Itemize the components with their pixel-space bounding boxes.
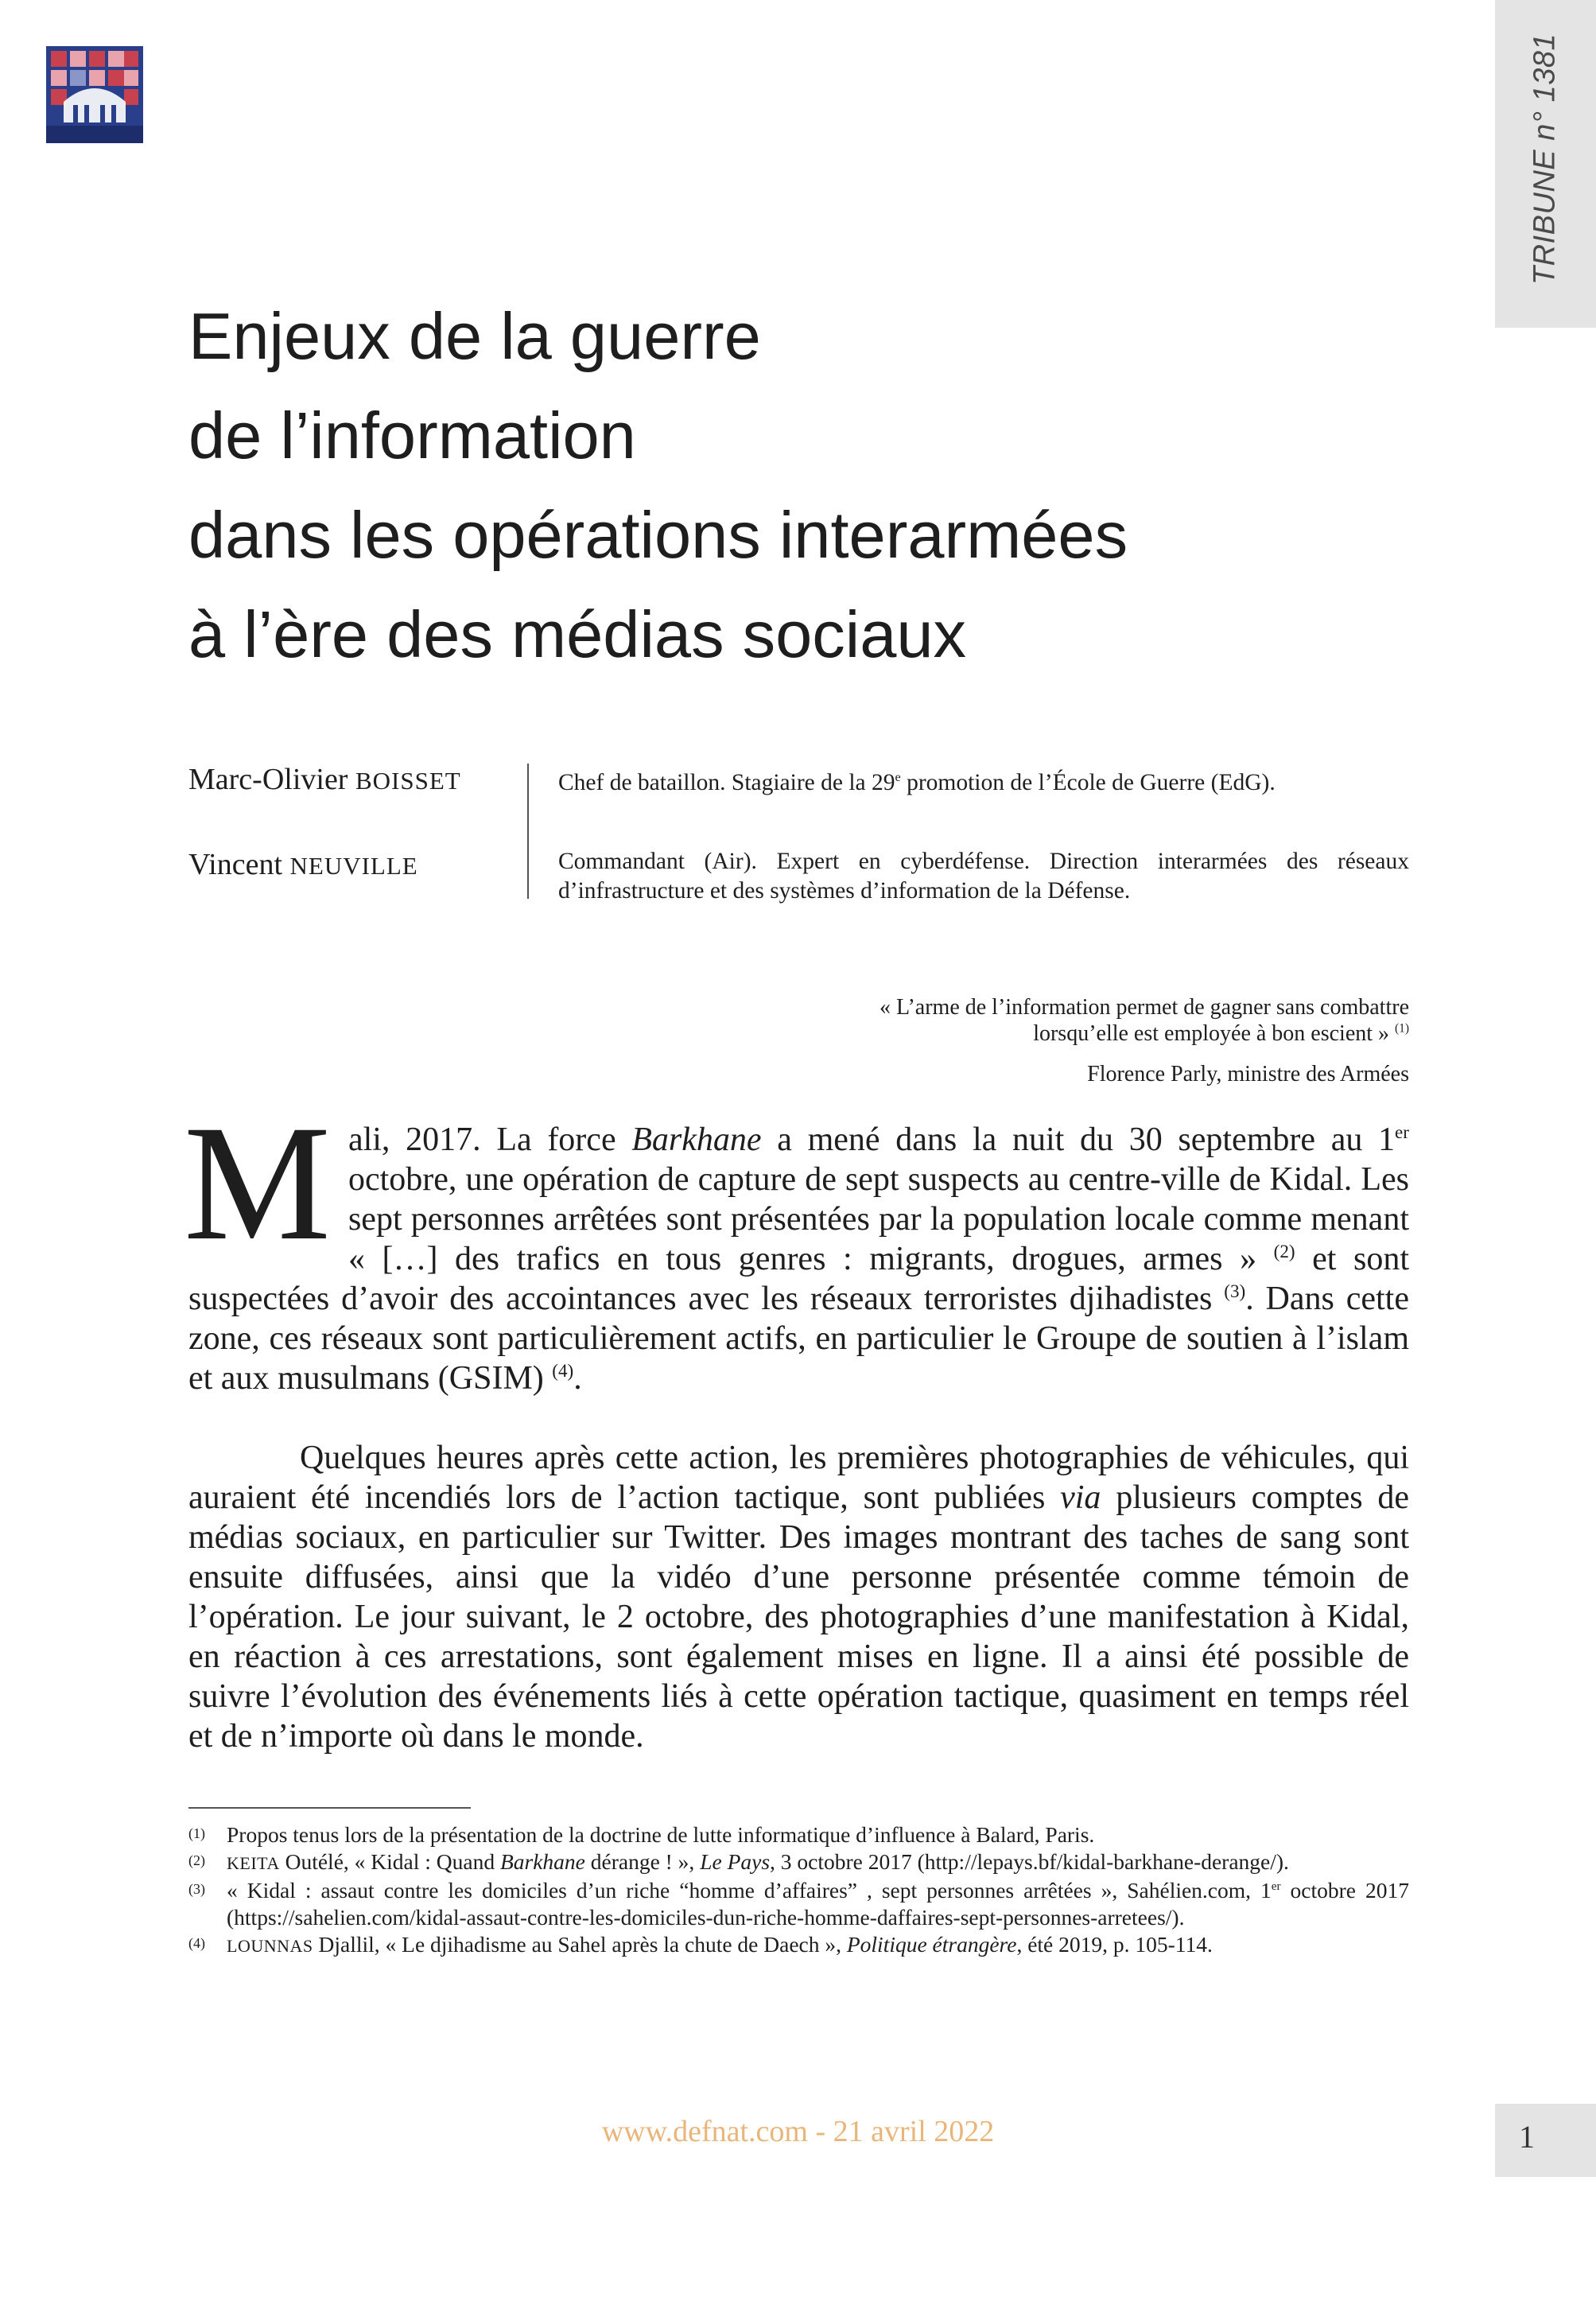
- author-name: Vincent NEUVILLE: [188, 848, 418, 881]
- title-line: Enjeux de la guerre: [188, 299, 761, 373]
- footnote-divider: [188, 1807, 471, 1809]
- defnat-palace-logo-icon: [46, 46, 143, 143]
- epigraph-attribution: Florence Parly, ministre des Armées: [1087, 1062, 1409, 1086]
- footer-url-date[interactable]: www.defnat.com - 21 avril 2022: [601, 2115, 995, 2148]
- paragraph: Mali, 2017. La force Barkhane a mené dans la nuit du 30 septembre au 1er octobre, une opération de capture de sept suspects au centre-ville de Kidal. Les sept personnes arrêtées sont présentées par la population locale comme menant « […] des trafics en tous genres : migrants, drogues, armes » $^{(2)}$ et sont suspectées d’avoir des accointances avec les réseaux terroristes djihadistes $^{(3)}$. Dans cette zone, ces réseaux sont particulièrement actifs, en particulier le Groupe de soutien à l’islam et aux musulmans (GSIM) $^{(4)}$.: [184, 1091, 1410, 1397]
- author-divider: [527, 764, 529, 899]
- footnote-ref: (3): [1224, 1281, 1246, 1301]
- title-line: de l’information: [188, 398, 636, 472]
- title-line: dans les opérations interarmées: [188, 498, 1128, 572]
- tribune-number-label: TRIBUNE n° 1381: [1528, 33, 1562, 286]
- footnote: (4) LOUNNAS Djallil, « Le djihadisme au Sahel après la chute de Daech », Politique étrangère, été 2019, p. 105-114.: [188, 1932, 1213, 1957]
- footnotes: [188, 1821, 1409, 1960]
- drop-cap: M: [184, 1091, 331, 1274]
- page-number: 1: [1519, 2119, 1535, 2155]
- author-name: Marc-Olivier BOISSET: [188, 763, 461, 796]
- paragraph: Quelques heures après cette action, les premières photographies de véhicules, qui auraient été incendiés lors de l’action tactique, sont publiées via plusieurs comptes de médias sociaux, en particulier sur Twitter. Des images montrant des taches de sang sont ensuite diffusées, ainsi que la vidéo d’une personne présentée comme témoin de l’opération. Le jour suivant, le 2 octobre, des photographies d’une manifestation à Kidal, en réaction à ces arrestations, sont également mises en ligne. Il a ainsi été possible de suivre l’évolution des événements liés à cette opération tactique, quasiment en temps réel et de n’importe où dans le monde.: [188, 1440, 1410, 1755]
- footnote: (3) « Kidal : assaut contre les domiciles d’un riche “homme d’affaires” , sept personnes arrêtées », Sahélien.com, 1er octobre 2017 (https://sahelien.com/kidal-assaut-contre-les-domiciles-dun-riche-homme-daffaires-sept-personnes-arretees/).: [188, 1878, 1409, 1930]
- tribune-side-tab: [1495, 0, 1596, 328]
- author-description: Chef de bataillon. Stagiaire de la 29e promotion de l’École de Guerre (EdG).: [558, 770, 1276, 795]
- article-body: [184, 1091, 1410, 1756]
- footnote-ref: (2): [1273, 1241, 1295, 1261]
- footnote: (1) Propos tenus lors de la présentation de la doctrine de lutte informatique d’influence à Balard, Paris.: [188, 1822, 1095, 1847]
- title-line: à l’ère des médias sociaux: [188, 597, 967, 671]
- footnote: (2) KEITA Outélé, « Kidal : Quand Barkhane dérange ! », Le Pays, 3 octobre 2017 (http://lepays.bf/kidal-barkhane-derange/).: [188, 1849, 1289, 1874]
- epigraph-line: « L’arme de l’information permet de gagner sans combattre: [879, 995, 1409, 1020]
- footnote-ref: (1): [1395, 1021, 1409, 1036]
- footnote-ref: (4): [552, 1360, 574, 1381]
- epigraph: [693, 994, 1409, 1087]
- epigraph-line: lorsqu’elle est employée à bon escient » $^{(1)}$: [1033, 1021, 1409, 1046]
- page-number-tab: [1495, 2104, 1596, 2177]
- article-title: [188, 286, 1381, 684]
- author-description: Commandant (Air). Expert en cyberdéfense. Direction interarmées des réseaux d’infrastructure et des systèmes d’information de la Défense.: [558, 849, 1409, 904]
- defnat-logo: [46, 46, 143, 143]
